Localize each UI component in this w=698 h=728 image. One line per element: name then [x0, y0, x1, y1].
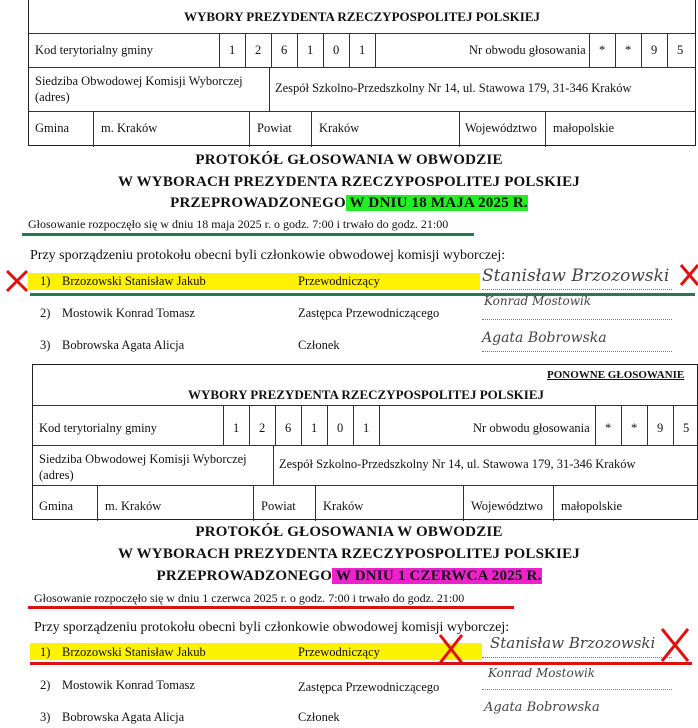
protocol2-member3-signature: Agata Bobrowska — [484, 700, 600, 715]
protocol2-siedziba-label: Siedziba Obwodowej Komisji Wyborczej (adres) — [39, 452, 247, 482]
protocol2-red-underline-2 — [30, 662, 692, 665]
protocol2-member2-name: Mostowik Konrad Tomasz — [62, 678, 195, 692]
protocol1-member1-role: Przewodniczący — [298, 274, 380, 288]
protocol2-kod-label: Kod terytorialny gminy — [39, 421, 158, 435]
protocol1-siedziba-value: Zespół Szkolno-Przedszkolny Nr 14, ul. Stawowa 179, 31-346 Kraków — [275, 81, 632, 95]
protocol2-member1-name: Brzozowski Stanisław Jakub — [62, 645, 206, 659]
protocol1-woj-value: małopolskie — [553, 121, 615, 135]
protocol2-obwod-label: Nr obwodu głosowania — [473, 421, 590, 435]
protocol2-woj-value: małopolskie — [561, 499, 623, 513]
protocol2-member1-role: Przewodniczący — [298, 645, 380, 659]
protocol2-badge: PONOWNE GŁOSOWANIE — [547, 369, 685, 381]
protocol2-woj-label: Województwo — [471, 499, 543, 513]
protocol1-header-title: WYBORY PREZYDENTA RZECZYPOSPOLITEJ POLSKIEJ — [184, 9, 541, 24]
protocol1-woj-label: Województwo — [465, 121, 537, 135]
protocol2-title-line2: W WYBORACH PREZYDENTA RZECZYPOSPOLITEJ POLSKIEJ — [118, 546, 580, 562]
protocol1-member3-no: 3) — [40, 338, 51, 352]
protocol1-member2-no: 2) — [40, 306, 51, 320]
protocol1-member3-signature: Agata Bobrowska — [482, 330, 607, 346]
protocol1-date-highlight: W DNIU 18 MAJA 2025 R. — [345, 195, 528, 211]
protocol1-member1-signature: Stanisław Brzozowski — [482, 266, 670, 286]
protocol2-member3-role: Członek — [298, 710, 340, 724]
protocol2-powiat-value: Kraków — [323, 499, 364, 513]
protocol1-obwod-label: Nr obwodu głosowania — [469, 43, 586, 57]
protocol2-member1-no: 1) — [40, 645, 51, 659]
protocol2-gmina-value: m. Kraków — [105, 499, 162, 513]
protocol2-header-table: PONOWNE GŁOSOWANIE WYBORY PREZYDENTA RZECZYPOSPOLITEJ POLSKIEJ Kod terytorialny gminy 1 2 6 1 0 1 Nr obwodu głosowania * * 9 5 Siedziba Obwodowej Komisji Wyborczej (adres) Zespół Szkolno-Przedszkolny Nr 14, ul. Stawowa 179, 31-346 Kraków Gmina m. Kraków Powiat Kraków Województwo małopolskie — [32, 364, 698, 520]
protocol1-left-cross-icon — [4, 268, 30, 294]
protocol1-title-line1: PROTOKÓŁ GŁOSOWANIA W OBWODZIE — [195, 152, 503, 168]
protocol2-title-line1: PROTOKÓŁ GŁOSOWANIA W OBWODZIE — [195, 524, 503, 540]
protocol1-siedziba-label: Siedziba Obwodowej Komisji Wyborczej (adres) — [35, 74, 243, 104]
protocol1-member2-role: Zastępca Przewodniczącego — [298, 306, 440, 320]
protocol2-date-highlight: W DNIU 1 CZERWCA 2025 R. — [332, 568, 542, 584]
protocol2-gmina-label: Gmina — [39, 499, 74, 513]
protocol2-header-title: WYBORY PREZYDENTA RZECZYPOSPOLITEJ POLSKIEJ — [188, 387, 545, 402]
protocol1-title-line2: W WYBORACH PREZYDENTA RZECZYPOSPOLITEJ POLSKIEJ — [118, 174, 580, 190]
protocol2-voting-time: Głosowanie rozpoczęło się w dniu 1 czerwca 2025 r. o godz. 7:00 i trwało do godz. 21:00 — [34, 591, 465, 605]
protocol1-member1-name: Brzozowski Stanisław Jakub — [62, 274, 206, 288]
protocol1-green-underline-1 — [22, 233, 474, 236]
protocol2-powiat-label: Powiat — [261, 499, 296, 513]
protocol2-red-underline-1 — [28, 606, 514, 609]
protocol1-powiat-label: Powiat — [257, 121, 292, 135]
protocol1-title-line3: PRZEPROWADZONEGO W DNIU 18 MAJA 2025 R. — [170, 195, 528, 211]
protocol2-member1-signature: Stanisław Brzozowski — [490, 634, 656, 652]
protocol1-members-intro: Przy sporządzeniu protokołu obecni byli członkowie obwodowej komisji wyborczej: — [30, 248, 506, 263]
protocol1-voting-time: Głosowanie rozpoczęło się w dniu 18 maja 2025 r. o godz. 7:00 i trwało do godz. 21:00 — [28, 217, 449, 231]
protocol2-siedziba-value: Zespół Szkolno-Przedszkolny Nr 14, ul. Stawowa 179, 31-346 Kraków — [279, 457, 636, 471]
protocol1-header-table: WYBORY PREZYDENTA RZECZYPOSPOLITEJ POLSKIEJ Kod terytorialny gminy 1 2 6 1 0 1 Nr obwodu głosowania * * 9 5 Siedziba Obwodowej Komisji Wyborczej (adres) Zespół Szkolno-Przedszkolny Nr 14, ul. Stawowa 179, 31-346 Kraków Gmina m. Kraków Powiat Kraków Województwo małopolskie — [28, 0, 696, 146]
protocol2-member2-signature: Konrad Mostowik — [488, 666, 596, 680]
protocol2-title-line3: PRZEPROWADZONEGO W DNIU 1 CZERWCA 2025 R. — [156, 568, 542, 584]
protocol2-member2-role: Zastępca Przewodniczącego — [298, 680, 440, 694]
protocol2-middle-cross-icon — [436, 632, 466, 666]
protocol1-member2-signature: Konrad Mostowik — [484, 294, 592, 308]
protocol1-member3-role: Członek — [298, 338, 340, 352]
protocol2-right-cross-icon — [658, 626, 692, 664]
protocol1-member1-no: 1) — [40, 274, 51, 288]
protocol2-member3-name: Bobrowska Agata Alicja — [62, 710, 185, 724]
protocol1-member2-name: Mostowik Konrad Tomasz — [62, 306, 195, 320]
protocol1-gmina-label: Gmina — [35, 121, 70, 135]
protocol1-green-underline-2 — [30, 293, 695, 296]
protocol2-member3-no: 3) — [40, 710, 51, 724]
protocol1-kod-label: Kod terytorialny gminy — [35, 43, 154, 57]
protocol1-powiat-value: Kraków — [319, 121, 360, 135]
protocol1-member3-name: Bobrowska Agata Alicja — [62, 338, 185, 352]
protocol2-member2-no: 2) — [40, 678, 51, 692]
protocol1-gmina-value: m. Kraków — [101, 121, 158, 135]
protocol1-right-cross-icon — [678, 262, 698, 288]
protocol2-members-intro: Przy sporządzeniu protokołu obecni byli członkowie obwodowej komisji wyborczej: — [34, 620, 510, 635]
